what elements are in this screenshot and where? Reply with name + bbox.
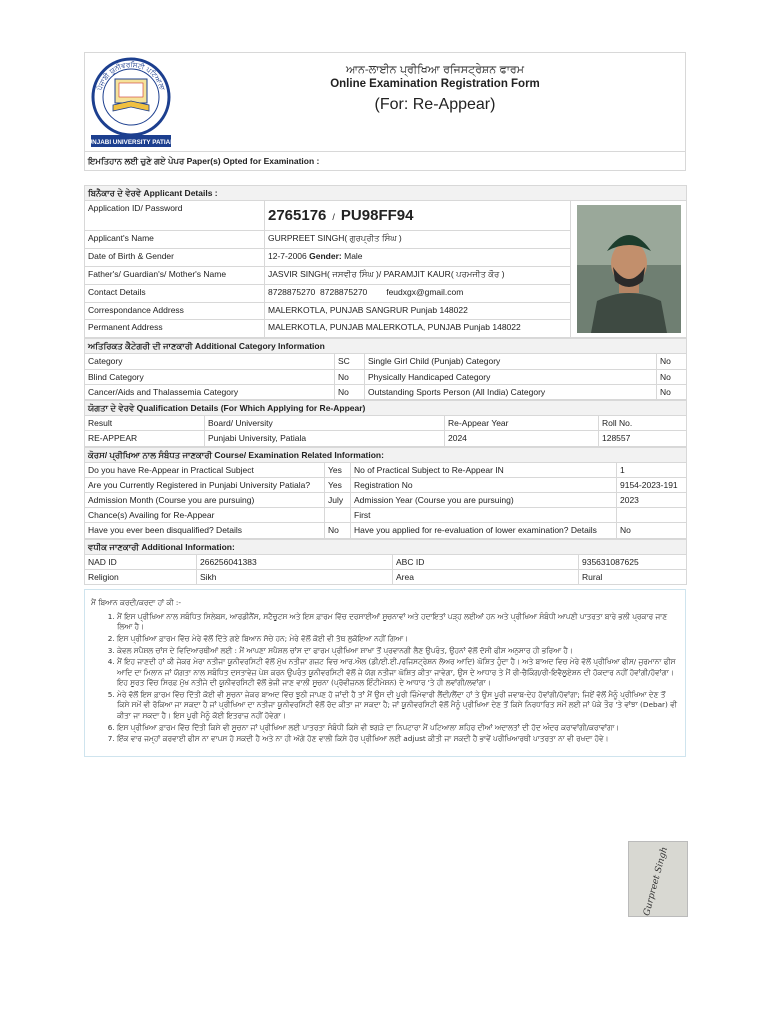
- disqualified-label: Have you ever been disqualified? Details: [85, 523, 325, 538]
- single-girl-value: No: [657, 354, 687, 369]
- declaration-item: 1. ਮੈਂ ਇਸ ਪ੍ਰੀਖਿਆ ਨਾਲ ਸਬੰਧਿਤ ਸਿਲੇਬਸ, ਆਰਡੀਨੈਂਸ, ਸਟੈਚੂਟਸ ਅਤੇ ਇਸ ਫ਼ਾਰਮ ਵਿੱਚ ਦਰਸਾਈਆਂ ਸੂਚਨਾਵਾਂ ਅਤੇ ਹਦਾਇਤਾਂ ਪੜ੍ਹ ਲਈਆਂ ਹਨ ਅਤੇ ਪ੍ਰੀਖਿਆ ਸੰਬੰਧੀ ਆਪਣੀ ਪਾਤਰਤਾ ਬਾਰੇ ਭਲੀ ਪ੍ਰਕਾਰ ਜਾਣ ਲਿਆ ਹੈ।: [117, 612, 679, 633]
- declaration-item: 3. ਕੇਵਲ ਸਪੈਸ਼ਲ ਚਾਂਸ ਦੇ ਵਿਦਿਆਰਥੀਆਂ ਲਈ : ਮੈਂ ਆਪਣਾ ਸਪੈਸ਼ਲ ਚਾਂਸ ਦਾ ਫਾਰਮ ਪ੍ਰੀਖਿਆ ਸ਼ਾਖਾ ਤੋਂ ਪ੍ਰਵਾਨਗੀ ਲੈਣ ਉਪਰੰਤ, ਉਹਨਾਂ ਵੱਲੋਂ ਦੱਸੀ ਫੀਸ ਅਨੁਸਾਰ ਹੀ ਭਰਿਆ ਹੈ।: [117, 646, 679, 657]
- corr-address-label: Correspondance Address: [85, 302, 265, 320]
- board-value: Punjabi University, Patiala: [205, 431, 445, 446]
- papers-opted-heading: ਇਮਤਿਹਾਨ ਲਈ ਚੁਣੇ ਗਏ ਪੇਪਰ Paper(s) Opted for Examination :: [84, 152, 686, 171]
- col-result: Result: [85, 416, 205, 431]
- col-board: Board/ University: [205, 416, 445, 431]
- roll-value: 128557: [599, 431, 687, 446]
- registration-no-value: 9154-2023-191: [617, 477, 687, 492]
- area-label: Area: [393, 570, 579, 585]
- svg-text:Gurpreet Singh: Gurpreet Singh: [642, 845, 671, 916]
- admission-month-value: July: [325, 493, 351, 508]
- corr-address-value: MALERKOTLA, PUNJAB SANGRUR Punjab 148022: [265, 302, 571, 320]
- registered-label: Are you Currently Registered in Punjabi University Patiala?: [85, 477, 325, 492]
- chances-label: Chance(s) Availing for Re-Appear: [85, 508, 325, 523]
- dob-value: 12-7-2006 Gender: Male: [265, 249, 571, 267]
- course-table: [84, 447, 687, 539]
- handicap-label: Physically Handicaped Category: [365, 369, 657, 384]
- reevaluation-value: No: [617, 523, 687, 538]
- signature-image: [628, 841, 688, 917]
- single-girl-label: Single Girl Child (Punjab) Category: [365, 354, 657, 369]
- form-title-block: [185, 63, 685, 114]
- name-value: GURPREET SINGH( ਗੁਰਪ੍ਰੀਤ ਸਿੰਘ ): [265, 231, 571, 249]
- form-subtitle: (For: Re-Appear): [374, 96, 496, 113]
- declaration-item: 7. ਇੱਕ ਵਾਰ ਜਮ੍ਹਾਂ ਕਰਵਾਈ ਫੀਸ ਨਾ ਵਾਪਸ ਹੋ ਸਕਦੀ ਹੈ ਅਤੇ ਨਾ ਹੀ ਅੱਗੇ ਹੋਣ ਵਾਲੀ ਕਿਸੇ ਹੋਰ ਪ੍ਰੀਖਿਆ ਲਈ adjust ਕੀਤੀ ਜਾ ਸਕਦੀ ਹੈ ਭਾਵੇਂ ਪਰੀਖਿਆਰਥੀ ਪਾਤਰਤਾ ਨਾ ਵੀ ਰਖਦਾ ਹੋਵੇ।: [117, 734, 679, 745]
- cancer-label: Cancer/Aids and Thalassemia Category: [85, 384, 335, 399]
- chances-value: First: [351, 508, 617, 523]
- religion-label: Religion: [85, 570, 197, 585]
- blind-value: No: [335, 369, 365, 384]
- practical-label: Do you have Re-Appear in Practical Subject: [85, 462, 325, 477]
- declaration-item: 5. ਮੇਰੇ ਵੱਲੋਂ ਇਸ ਫ਼ਾਰਮ ਵਿੱਚ ਦਿੱਤੀ ਕੋਈ ਵੀ ਸੂਚਨਾ ਜੇਕਰ ਬਾਅਦ ਵਿੱਚ ਝੂਠੀ ਜਾਪਣ ਹੋ ਜਾਂਦੀ ਹੈ ਤਾਂ ਮੈਂ ਉਸ ਦੀ ਪੂਰੀ ਜ਼ਿੰਮੇਵਾਰੀ ਲੈਂਦੀ/ਲੈਂਦਾ ਹਾਂ ਤੇ ਉਸ ਪੂਰੀ ਜਵਾਬ-ਦੇਹ ਹੋਵਾਂਗੀ/ਹੋਵਾਂਗਾ; ਜਿਏਂ ਵੱਲੋਂ ਮੈਨੂੰ ਪ੍ਰੀਖਿਆ ਦੇਣ ਤੋਂ ਕਿਸੇ ਸਮੇਂ ਵੀ ਰੋਕਿਆ ਜਾ ਸਕਦਾ ਹੈ ਜਾਂ ਪ੍ਰੀਖਿਆ ਦਾ ਨਤੀਜਾ ਯੂਨੀਵਰਸਿਟੀ ਵੱਲੋਂ ਰੱਦ ਕੀਤਾ ਜਾ ਸਕਦਾ ਹੈ; ਜਾਂ ਯੂਨੀਵਰਸਿਟੀ ਵੱਲੋਂ ਮੈਨੂੰ ਪ੍ਰੀਖਿਆ ਦੇਣ ਤੋਂ ਕਿਸੇ ਨਿਰਧਾਰਿਤ ਸਮੇਂ ਲਈ ਜਾਂ ਪੱਕੇ ਤੌਰ 'ਤੇ ਵਾਂਝਾ (Debar) ਵੀ ਕੀਤਾ ਜਾ ਸਕਦਾ ਹੈ। ਇਸ ਪੂਰੀ ਮੈਨੂੰ ਕੋਈ ਇਤਰਾਜ਼ ਨਹੀਂ ਹੋਵੇਗਾ।: [117, 690, 679, 722]
- dob-label: Date of Birth & Gender: [85, 249, 265, 267]
- cancer-value: No: [335, 384, 365, 399]
- sports-value: No: [657, 384, 687, 399]
- course-heading: ਕੋਰਸ/ ਪ੍ਰੀਖਿਆ ਨਾਲ ਸੰਬੰਧਤ ਜਾਣਕਾਰੀ Course/ Examination Related Information:: [85, 447, 687, 462]
- col-year: Re-Appear Year: [445, 416, 599, 431]
- admission-year-label: Admission Year (Course you are pursuing): [351, 493, 617, 508]
- practical-value: Yes: [325, 462, 351, 477]
- declaration-item: 6. ਇਸ ਪ੍ਰੀਖਿਆ ਫ਼ਾਰਮ ਵਿੱਚ ਦਿੱਤੀ ਕਿਸੇ ਵੀ ਸੂਚਨਾ ਜਾਂ ਪ੍ਰੀਖਿਆ ਲਈ ਪਾਤਰਤਾ ਸੰਬੰਧੀ ਕਿਸੇ ਵੀ ਝਗੜੇ ਦਾ ਨਿਪਟਾਰਾ ਮੈਂ ਪਟਿਆਲਾ ਸ਼ਹਿਰ ਦੀਆਂ ਅਦਾਲਤਾਂ ਦੀ ਹੱਦ ਅੰਦਰ ਕਰਾਵਾਂਗੀ/ਕਰਾਵਾਂਗਾ।: [117, 723, 679, 734]
- person-photo-icon: [577, 205, 681, 333]
- reevaluation-label: Have you applied for re-evaluation of lower examination? Details: [351, 523, 617, 538]
- declaration-list: [91, 612, 679, 745]
- category-table: [84, 338, 687, 400]
- registration-no-label: Registration No: [351, 477, 617, 492]
- application-id-value: 2765176 / PU98FF94: [265, 201, 571, 231]
- parents-label: Father's/ Guardian's/ Mother's Name: [85, 266, 265, 284]
- contact-label: Contact Details: [85, 284, 265, 302]
- nad-label: NAD ID: [85, 554, 197, 569]
- perm-address-value: MALERKOTLA, PUNJAB MALERKOTLA, PUNJAB Punjab 148022: [265, 320, 571, 338]
- abc-label: ABC ID: [393, 554, 579, 569]
- perm-address-label: Permanent Address: [85, 320, 265, 338]
- abc-value: 935631087625: [579, 554, 687, 569]
- admission-year-value: 2023: [617, 493, 687, 508]
- form-title-english: Online Examination Registration Form: [330, 78, 540, 90]
- practical-count-value: 1: [617, 462, 687, 477]
- form-title-punjabi: ਆਨ-ਲਾਈਨ ਪ੍ਰੀਖਿਆ ਰਜਿਸਟ੍ਰੇਸ਼ਨ ਫਾਰਮ: [345, 63, 524, 76]
- practical-count-label: No of Practical Subject to Re-Appear IN: [351, 462, 617, 477]
- applicant-photo: [571, 201, 687, 338]
- qualification-heading: ਯੋਗਤਾ ਦੇ ਵੇਰਵੇ Qualification Details (For Which Applying for Re-Appear): [85, 400, 687, 415]
- additional-heading: ਵਧੀਕ ਜਾਣਕਾਰੀ Additional Information:: [85, 539, 687, 554]
- name-label: Applicant's Name: [85, 231, 265, 249]
- declaration-intro: ਮੈਂ ਬਿਆਨ ਕਰਦੀ/ਕਰਦਾ ਹਾਂ ਕੀ :-: [91, 598, 182, 608]
- declaration-item: 2. ਇਸ ਪ੍ਰੀਖਿਆ ਫ਼ਾਰਮ ਵਿੱਚ ਮੇਰੇ ਵੱਲੋਂ ਦਿੱਤੇ ਗਏ ਬਿਆਨ ਸੱਚੇ ਹਨ; ਮੇਰੇ ਵੱਲੋਂ ਕੋਈ ਵੀ ਤੱਥ ਲੁਕੋਇਆ ਨਹੀਂ ਗਿਆ।: [117, 634, 679, 645]
- signature-icon: [629, 842, 687, 916]
- handicap-value: No: [657, 369, 687, 384]
- svg-text:ਪੰਜਾਬੀ ਯੂਨੀਵਰਸਿਟੀ ਪਟਿਆਲਾ: ਪੰਜਾਬੀ ਯੂਨੀਵਰਸਿਟੀ ਪਟਿਆਲਾ: [95, 60, 167, 92]
- contact-value: 8728875270 8728875270 feudxgx@gmail.com: [265, 284, 571, 302]
- registered-value: Yes: [325, 477, 351, 492]
- applicant-details-table: [84, 185, 687, 338]
- parents-value: JASVIR SINGH( ਜਸਵੀਰ ਸਿੰਘ )/ PARAMJIT KAUR( ਪਰਮਜੀਤ ਕੌਰ ): [265, 266, 571, 284]
- registration-form: [84, 52, 686, 757]
- svg-text:PUNJABI UNIVERSITY PATIALA: UNJABI UNIVERSITY PATIAL: [89, 139, 173, 146]
- category-label: Category: [85, 354, 335, 369]
- university-logo: [89, 57, 173, 149]
- area-value: Rural: [579, 570, 687, 585]
- qualification-table: [84, 400, 687, 447]
- religion-value: Sikh: [197, 570, 393, 585]
- sports-label: Outstanding Sports Person (All India) Category: [365, 384, 657, 399]
- blind-label: Blind Category: [85, 369, 335, 384]
- category-value: SC: [335, 354, 365, 369]
- disqualified-value: No: [325, 523, 351, 538]
- form-header: [84, 52, 686, 152]
- applicant-details-heading: ਬਿਨੈਕਾਰ ਦੇ ਵੇਰਵੇ Applicant Details :: [85, 186, 687, 201]
- additional-table: [84, 539, 687, 586]
- col-roll: Roll No.: [599, 416, 687, 431]
- declaration-box: [84, 589, 686, 757]
- year-value: 2024: [445, 431, 599, 446]
- declaration-item: 4. ਮੈਂ ਇਹ ਜਾਣਦੀ ਹਾਂ ਕੀ ਜੇਕਰ ਮੇਰਾ ਨਤੀਜਾ ਯੂਨੀਵਰਸਿਟੀ ਵੱਲੋਂ ਮੁੱਖ ਨਤੀਜਾ ਗਜ਼ਟ ਵਿਚ ਆਰ.ਐਲ (ਡੀ/ਈ.ਈ./ਰਜਿਸਟ੍ਰੇਸ਼ਨ ਲੋਅਰ ਆਦਿ) ਘੋਸ਼ਿਤ ਹੁੰਦਾ ਹੈ। ਅਤੇ ਬਾਅਦ ਵਿਚ ਮੇਰੇ ਵੱਲੋਂ ਪ੍ਰੀਖਿਆ ਫੀਸ/ ਜੁਰਮਾਨਾ ਫੀਸ ਆਦਿ ਦਾ ਮਿਲਾਨ ਜਾਂ ਯੋਗਤਾ ਨਾਲ ਸਬੰਧਿਤ ਦਸਤਾਵੇਜ਼ ਪੇਸ਼ ਕਰਨ ਉਪਰੰਤ ਯੂਨੀਵਰਸਿਟੀ ਵੱਲੋਂ ਜੇ ਯੋਗ ਨਤੀਜਾ ਘੋਸ਼ਿਤ ਕੀਤਾ ਜਾਵੇਗਾ, ਉਸ ਦੇ ਆਧਾਰ ਤੇ ਮੈਂ ਰੀ-ਚੈਕਿੰਗ/ਰੀ-ਇਵੈਲੂਏਸ਼ਨ ਦੀ ਹੱਕਦਾਰ ਨਹੀਂ ਹੋਵਾਂਗੀ/ਹੋਵਾਂਗਾ। ਇਹ ਸੂਰਤ ਵਿੱਚ ਸਿਰਫ਼ ਮੁੱਖ ਨਤੀਜੇ ਦੀ ਯੂਨੀਵਰਸਿਟੀ ਵੱਲੋਂ ਭੇਜੀ ਜਾਣ ਵਾਲੀ ਸੂਚਨਾ (ਪ੍ਰੋਵੀਜ਼ਨਲ ਇੰਟੀਮੇਸ਼ਨ) ਦੇ ਆਧਾਰ 'ਤੇ ਹੀ ਲਵਾਂਗੀ/ਲਵਾਂਗਾ।: [117, 657, 679, 689]
- admission-month-label: Admission Month (Course you are pursuing): [85, 493, 325, 508]
- nad-value: 266256041383: [197, 554, 393, 569]
- category-heading: ਅਤਿਰਿਕਤ ਕੈਟੇਗਰੀ ਦੀ ਜਾਣਕਾਰੀ Additional Category Information: [85, 339, 687, 354]
- result-value: RE-APPEAR: [85, 431, 205, 446]
- application-id-label: Application ID/ Password: [85, 201, 265, 231]
